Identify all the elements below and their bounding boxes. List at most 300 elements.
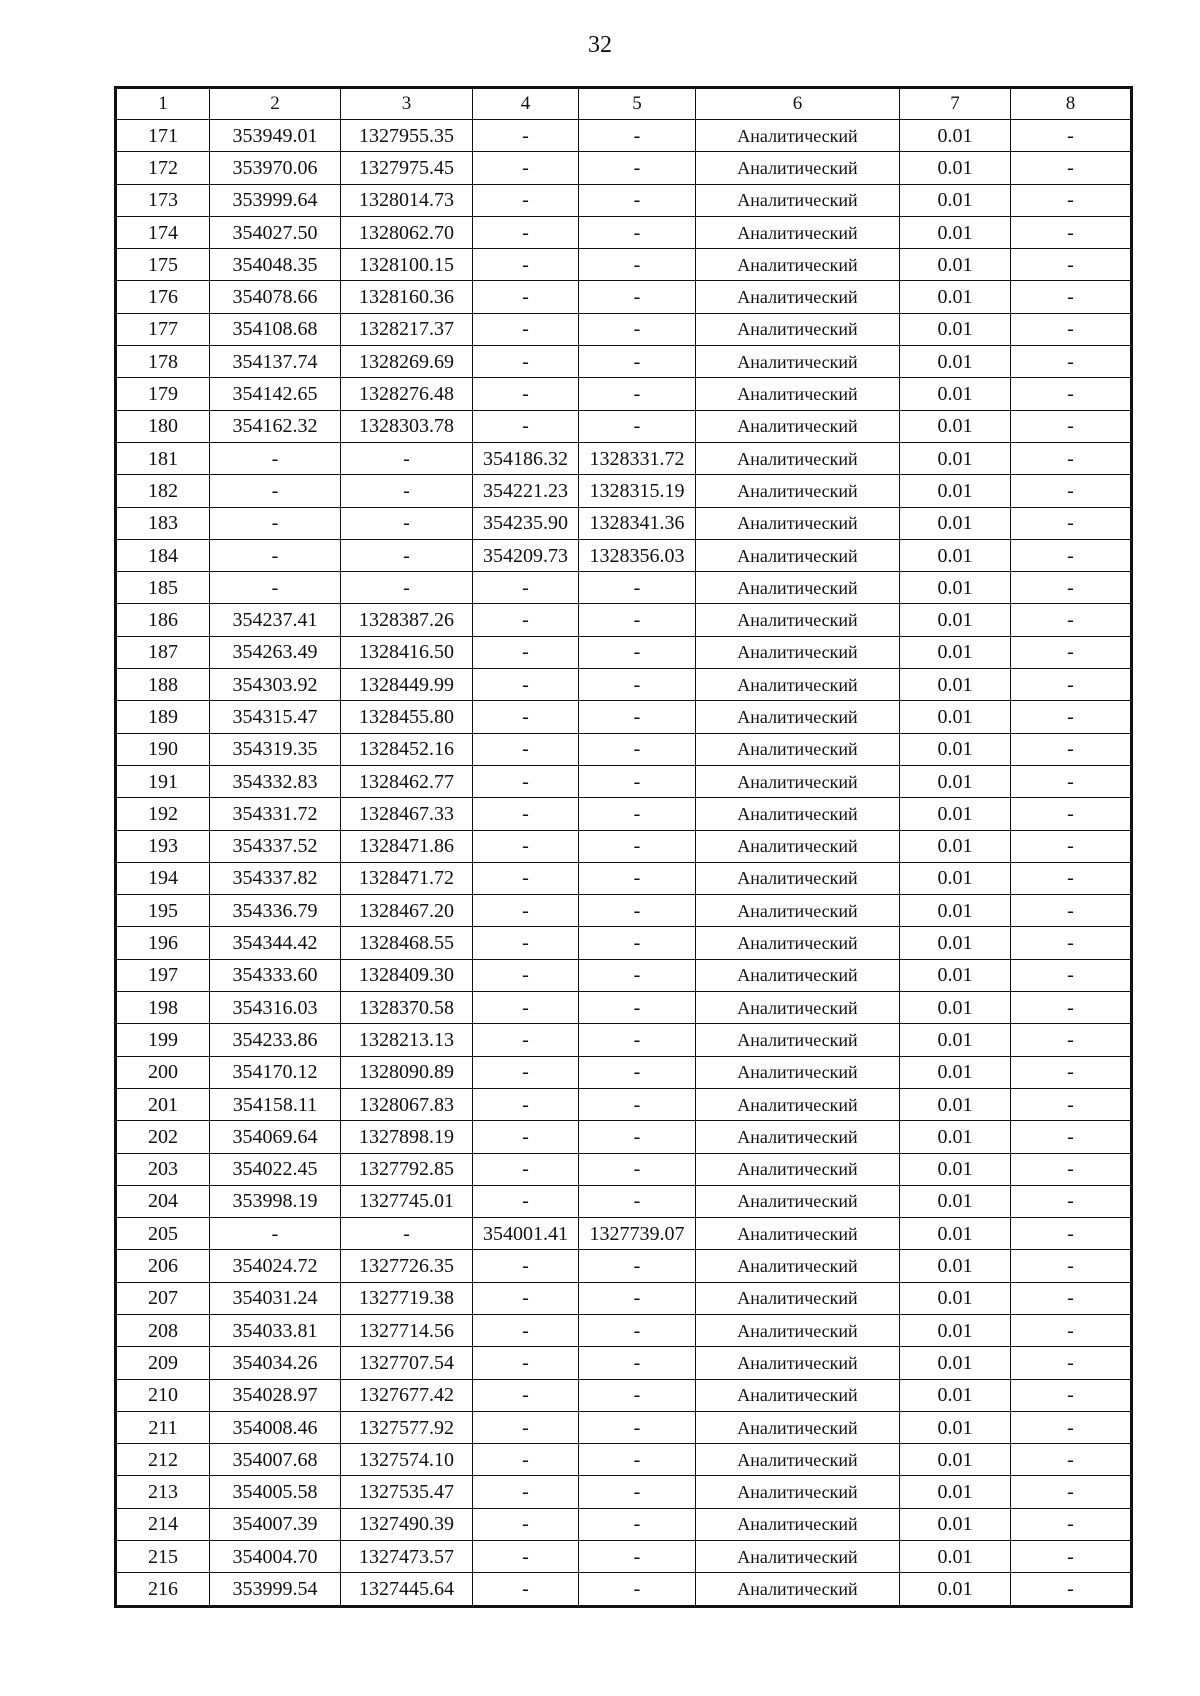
- note-cell: -: [1011, 1056, 1132, 1088]
- point-number-cell: 174: [116, 216, 210, 248]
- method-cell: Аналитический: [696, 1024, 900, 1056]
- point-number-cell: 181: [116, 442, 210, 474]
- coord-y-new-cell: -: [579, 701, 696, 733]
- coord-y-new-cell: -: [579, 1541, 696, 1573]
- accuracy-cell: 0.01: [900, 475, 1011, 507]
- method-cell: Аналитический: [696, 830, 900, 862]
- coord-x-cell: 354233.86: [210, 1024, 341, 1056]
- accuracy-cell: 0.01: [900, 733, 1011, 765]
- coord-x-new-cell: -: [473, 1379, 579, 1411]
- coord-y-new-cell: -: [579, 313, 696, 345]
- table-row: [116, 636, 1132, 668]
- method-cell: Аналитический: [696, 1153, 900, 1185]
- accuracy-cell: 0.01: [900, 1153, 1011, 1185]
- point-number-cell: 189: [116, 701, 210, 733]
- note-cell: -: [1011, 669, 1132, 701]
- method-cell: Аналитический: [696, 895, 900, 927]
- coord-y-cell: 1328100.15: [341, 249, 473, 281]
- coord-x-new-cell: -: [473, 1282, 579, 1314]
- table-row: [116, 895, 1132, 927]
- coord-y-cell: 1327677.42: [341, 1379, 473, 1411]
- accuracy-cell: 0.01: [900, 669, 1011, 701]
- accuracy-cell: 0.01: [900, 1024, 1011, 1056]
- coord-y-new-cell: -: [579, 1379, 696, 1411]
- coord-y-cell: 1327577.92: [341, 1411, 473, 1443]
- coord-y-new-cell: -: [579, 1476, 696, 1508]
- method-cell: Аналитический: [696, 572, 900, 604]
- table-row: [116, 1250, 1132, 1282]
- coord-y-new-cell: -: [579, 1411, 696, 1443]
- table-row: [116, 1314, 1132, 1346]
- method-cell: Аналитический: [696, 1541, 900, 1573]
- coord-y-cell: 1328213.13: [341, 1024, 473, 1056]
- point-number-cell: 176: [116, 281, 210, 313]
- coord-y-cell: 1327490.39: [341, 1508, 473, 1540]
- coord-x-cell: 353970.06: [210, 152, 341, 184]
- coord-y-cell: 1327898.19: [341, 1121, 473, 1153]
- accuracy-cell: 0.01: [900, 1088, 1011, 1120]
- table-row: [116, 830, 1132, 862]
- coord-y-new-cell: -: [579, 927, 696, 959]
- coord-y-cell: 1328455.80: [341, 701, 473, 733]
- coord-y-cell: 1327975.45: [341, 152, 473, 184]
- coord-x-new-cell: -: [473, 572, 579, 604]
- table-row: [116, 1185, 1132, 1217]
- accuracy-cell: 0.01: [900, 862, 1011, 894]
- accuracy-cell: 0.01: [900, 216, 1011, 248]
- accuracy-cell: 0.01: [900, 152, 1011, 184]
- table-row: [116, 442, 1132, 474]
- method-cell: Аналитический: [696, 669, 900, 701]
- coord-x-new-cell: -: [473, 152, 579, 184]
- coord-y-cell: 1327535.47: [341, 1476, 473, 1508]
- coord-y-new-cell: -: [579, 1056, 696, 1088]
- coord-x-cell: 353999.54: [210, 1573, 341, 1606]
- page-number: 32: [588, 32, 612, 58]
- coord-y-new-cell: -: [579, 798, 696, 830]
- coord-x-cell: 354263.49: [210, 636, 341, 668]
- accuracy-cell: 0.01: [900, 1282, 1011, 1314]
- table-row: [116, 669, 1132, 701]
- accuracy-cell: 0.01: [900, 346, 1011, 378]
- coord-y-cell: -: [341, 442, 473, 474]
- note-cell: -: [1011, 1508, 1132, 1540]
- note-cell: -: [1011, 507, 1132, 539]
- coord-y-cell: -: [341, 1218, 473, 1250]
- point-number-cell: 185: [116, 572, 210, 604]
- accuracy-cell: 0.01: [900, 1541, 1011, 1573]
- coord-x-cell: 353998.19: [210, 1185, 341, 1217]
- note-cell: -: [1011, 862, 1132, 894]
- coord-x-cell: -: [210, 572, 341, 604]
- coordinates-table: [114, 86, 1133, 1608]
- table-row: [116, 184, 1132, 216]
- coord-y-cell: 1327714.56: [341, 1314, 473, 1346]
- coord-x-new-cell: -: [473, 1411, 579, 1443]
- note-cell: -: [1011, 1347, 1132, 1379]
- coord-x-new-cell: -: [473, 249, 579, 281]
- coord-y-cell: 1327707.54: [341, 1347, 473, 1379]
- point-number-cell: 208: [116, 1314, 210, 1346]
- method-cell: Аналитический: [696, 1282, 900, 1314]
- method-cell: Аналитический: [696, 216, 900, 248]
- coord-x-new-cell: -: [473, 120, 579, 152]
- coord-y-new-cell: -: [579, 1444, 696, 1476]
- coord-x-cell: 354237.41: [210, 604, 341, 636]
- method-cell: Аналитический: [696, 1088, 900, 1120]
- coord-x-cell: 354078.66: [210, 281, 341, 313]
- method-cell: Аналитический: [696, 701, 900, 733]
- point-number-cell: 205: [116, 1218, 210, 1250]
- coord-x-cell: 354315.47: [210, 701, 341, 733]
- point-number-cell: 188: [116, 669, 210, 701]
- point-number-cell: 178: [116, 346, 210, 378]
- coord-x-cell: -: [210, 475, 341, 507]
- note-cell: -: [1011, 1088, 1132, 1120]
- point-number-cell: 200: [116, 1056, 210, 1088]
- table-row: [116, 1153, 1132, 1185]
- coord-y-new-cell: -: [579, 895, 696, 927]
- note-cell: -: [1011, 1476, 1132, 1508]
- coord-x-cell: 354034.26: [210, 1347, 341, 1379]
- coord-x-new-cell: -: [473, 1056, 579, 1088]
- point-number-cell: 197: [116, 959, 210, 991]
- point-number-cell: 173: [116, 184, 210, 216]
- table-row: [116, 120, 1132, 152]
- point-number-cell: 198: [116, 992, 210, 1024]
- table-row: [116, 346, 1132, 378]
- coord-y-new-cell: -: [579, 249, 696, 281]
- point-number-cell: 190: [116, 733, 210, 765]
- table-row: [116, 927, 1132, 959]
- table-row: [116, 475, 1132, 507]
- coord-y-cell: -: [341, 475, 473, 507]
- coord-y-cell: -: [341, 539, 473, 571]
- note-cell: -: [1011, 733, 1132, 765]
- column-header: 4: [473, 88, 579, 120]
- note-cell: -: [1011, 895, 1132, 927]
- coord-y-cell: 1328471.86: [341, 830, 473, 862]
- coord-y-new-cell: -: [579, 120, 696, 152]
- point-number-cell: 180: [116, 410, 210, 442]
- coord-x-cell: 354137.74: [210, 346, 341, 378]
- method-cell: Аналитический: [696, 539, 900, 571]
- coord-x-cell: 354007.39: [210, 1508, 341, 1540]
- point-number-cell: 175: [116, 249, 210, 281]
- column-header: 6: [696, 88, 900, 120]
- accuracy-cell: 0.01: [900, 1411, 1011, 1443]
- table-row: [116, 1218, 1132, 1250]
- accuracy-cell: 0.01: [900, 959, 1011, 991]
- coord-x-new-cell: -: [473, 1024, 579, 1056]
- point-number-cell: 191: [116, 765, 210, 797]
- coord-x-new-cell: -: [473, 1347, 579, 1379]
- coord-x-cell: 354005.58: [210, 1476, 341, 1508]
- note-cell: -: [1011, 830, 1132, 862]
- coord-x-cell: -: [210, 507, 341, 539]
- method-cell: Аналитический: [696, 442, 900, 474]
- coord-y-new-cell: 1327739.07: [579, 1218, 696, 1250]
- point-number-cell: 193: [116, 830, 210, 862]
- accuracy-cell: 0.01: [900, 895, 1011, 927]
- method-cell: Аналитический: [696, 410, 900, 442]
- note-cell: -: [1011, 1121, 1132, 1153]
- point-number-cell: 195: [116, 895, 210, 927]
- coord-y-cell: 1327792.85: [341, 1153, 473, 1185]
- coord-y-new-cell: -: [579, 1573, 696, 1606]
- method-cell: Аналитический: [696, 475, 900, 507]
- table-row: [116, 1444, 1132, 1476]
- coord-x-new-cell: -: [473, 701, 579, 733]
- coord-y-cell: 1328471.72: [341, 862, 473, 894]
- column-header: 7: [900, 88, 1011, 120]
- table-row: [116, 313, 1132, 345]
- column-header: 8: [1011, 88, 1132, 120]
- table-row: [116, 249, 1132, 281]
- point-number-cell: 172: [116, 152, 210, 184]
- coord-x-cell: 354004.70: [210, 1541, 341, 1573]
- coord-x-new-cell: -: [473, 862, 579, 894]
- coord-x-cell: 353999.64: [210, 184, 341, 216]
- column-header: 5: [579, 88, 696, 120]
- table-row: [116, 798, 1132, 830]
- table-row: [116, 378, 1132, 410]
- coord-y-new-cell: -: [579, 1508, 696, 1540]
- table-row: [116, 1508, 1132, 1540]
- accuracy-cell: 0.01: [900, 539, 1011, 571]
- note-cell: -: [1011, 442, 1132, 474]
- coord-x-new-cell: -: [473, 1444, 579, 1476]
- coord-y-cell: 1327726.35: [341, 1250, 473, 1282]
- note-cell: -: [1011, 184, 1132, 216]
- coord-y-cell: 1328409.30: [341, 959, 473, 991]
- table-row: [116, 1476, 1132, 1508]
- note-cell: -: [1011, 281, 1132, 313]
- method-cell: Аналитический: [696, 1508, 900, 1540]
- point-number-cell: 210: [116, 1379, 210, 1411]
- table-row: [116, 1088, 1132, 1120]
- table-row: [116, 1347, 1132, 1379]
- coord-y-cell: 1327574.10: [341, 1444, 473, 1476]
- point-number-cell: 184: [116, 539, 210, 571]
- method-cell: Аналитический: [696, 604, 900, 636]
- coord-x-cell: 354007.68: [210, 1444, 341, 1476]
- method-cell: Аналитический: [696, 1056, 900, 1088]
- note-cell: -: [1011, 1573, 1132, 1606]
- coord-y-new-cell: 1328341.36: [579, 507, 696, 539]
- table-row: [116, 281, 1132, 313]
- method-cell: Аналитический: [696, 1379, 900, 1411]
- coord-y-new-cell: -: [579, 992, 696, 1024]
- method-cell: Аналитический: [696, 1218, 900, 1250]
- coord-y-new-cell: -: [579, 216, 696, 248]
- note-cell: -: [1011, 313, 1132, 345]
- coord-y-new-cell: -: [579, 1185, 696, 1217]
- accuracy-cell: 0.01: [900, 410, 1011, 442]
- method-cell: Аналитический: [696, 1250, 900, 1282]
- coord-y-new-cell: -: [579, 830, 696, 862]
- coord-x-new-cell: -: [473, 1541, 579, 1573]
- point-number-cell: 171: [116, 120, 210, 152]
- coord-x-cell: 354108.68: [210, 313, 341, 345]
- coord-x-cell: 354333.60: [210, 959, 341, 991]
- table-row: [116, 1573, 1132, 1606]
- note-cell: -: [1011, 1153, 1132, 1185]
- point-number-cell: 209: [116, 1347, 210, 1379]
- note-cell: -: [1011, 636, 1132, 668]
- coord-x-new-cell: -: [473, 830, 579, 862]
- point-number-cell: 213: [116, 1476, 210, 1508]
- coord-x-new-cell: -: [473, 992, 579, 1024]
- coord-y-new-cell: -: [579, 410, 696, 442]
- accuracy-cell: 0.01: [900, 992, 1011, 1024]
- coord-x-cell: 354319.35: [210, 733, 341, 765]
- note-cell: -: [1011, 1379, 1132, 1411]
- coord-x-new-cell: -: [473, 927, 579, 959]
- coord-x-cell: 354031.24: [210, 1282, 341, 1314]
- note-cell: -: [1011, 249, 1132, 281]
- coord-y-cell: -: [341, 572, 473, 604]
- method-cell: Аналитический: [696, 733, 900, 765]
- coord-x-cell: 354028.97: [210, 1379, 341, 1411]
- method-cell: Аналитический: [696, 1411, 900, 1443]
- method-cell: Аналитический: [696, 1185, 900, 1217]
- coord-x-cell: 354069.64: [210, 1121, 341, 1153]
- accuracy-cell: 0.01: [900, 120, 1011, 152]
- accuracy-cell: 0.01: [900, 507, 1011, 539]
- coord-x-new-cell: -: [473, 1185, 579, 1217]
- accuracy-cell: 0.01: [900, 1573, 1011, 1606]
- table-row: [116, 1282, 1132, 1314]
- accuracy-cell: 0.01: [900, 442, 1011, 474]
- coord-y-new-cell: 1328331.72: [579, 442, 696, 474]
- coord-x-cell: 353949.01: [210, 120, 341, 152]
- coord-y-new-cell: -: [579, 1250, 696, 1282]
- table-row: [116, 1411, 1132, 1443]
- coord-x-new-cell: -: [473, 1088, 579, 1120]
- coord-x-new-cell: -: [473, 184, 579, 216]
- note-cell: -: [1011, 475, 1132, 507]
- coord-x-new-cell: 354001.41: [473, 1218, 579, 1250]
- coord-y-cell: 1327955.35: [341, 120, 473, 152]
- note-cell: -: [1011, 798, 1132, 830]
- coord-x-cell: 354033.81: [210, 1314, 341, 1346]
- point-number-cell: 203: [116, 1153, 210, 1185]
- coord-x-cell: 354344.42: [210, 927, 341, 959]
- point-number-cell: 202: [116, 1121, 210, 1153]
- method-cell: Аналитический: [696, 346, 900, 378]
- coord-y-cell: 1327473.57: [341, 1541, 473, 1573]
- coord-y-cell: 1328467.33: [341, 798, 473, 830]
- coord-x-cell: 354024.72: [210, 1250, 341, 1282]
- column-header: 1: [116, 88, 210, 120]
- coord-y-new-cell: -: [579, 1153, 696, 1185]
- coord-x-new-cell: -: [473, 378, 579, 410]
- table-body: [116, 88, 1132, 1607]
- coord-x-new-cell: -: [473, 346, 579, 378]
- coord-x-new-cell: -: [473, 281, 579, 313]
- coord-x-cell: -: [210, 539, 341, 571]
- note-cell: -: [1011, 120, 1132, 152]
- accuracy-cell: 0.01: [900, 1314, 1011, 1346]
- coord-x-new-cell: -: [473, 1508, 579, 1540]
- coord-y-cell: 1328462.77: [341, 765, 473, 797]
- coord-y-cell: 1328067.83: [341, 1088, 473, 1120]
- method-cell: Аналитический: [696, 313, 900, 345]
- coord-y-cell: 1328452.16: [341, 733, 473, 765]
- table-row: [116, 701, 1132, 733]
- coord-x-new-cell: -: [473, 733, 579, 765]
- coord-y-new-cell: -: [579, 765, 696, 797]
- method-cell: Аналитический: [696, 184, 900, 216]
- coord-y-cell: 1328160.36: [341, 281, 473, 313]
- accuracy-cell: 0.01: [900, 765, 1011, 797]
- accuracy-cell: 0.01: [900, 927, 1011, 959]
- coord-x-cell: 354158.11: [210, 1088, 341, 1120]
- table-row: [116, 959, 1132, 991]
- accuracy-cell: 0.01: [900, 636, 1011, 668]
- method-cell: Аналитический: [696, 1314, 900, 1346]
- accuracy-cell: 0.01: [900, 798, 1011, 830]
- accuracy-cell: 0.01: [900, 830, 1011, 862]
- note-cell: -: [1011, 992, 1132, 1024]
- table-row: [116, 152, 1132, 184]
- coord-x-cell: 354027.50: [210, 216, 341, 248]
- method-cell: Аналитический: [696, 765, 900, 797]
- note-cell: -: [1011, 1282, 1132, 1314]
- point-number-cell: 194: [116, 862, 210, 894]
- coord-x-cell: 354337.82: [210, 862, 341, 894]
- coord-x-cell: 354337.52: [210, 830, 341, 862]
- coord-y-cell: 1327445.64: [341, 1573, 473, 1606]
- method-cell: Аналитический: [696, 1573, 900, 1606]
- accuracy-cell: 0.01: [900, 281, 1011, 313]
- method-cell: Аналитический: [696, 1476, 900, 1508]
- point-number-cell: 199: [116, 1024, 210, 1056]
- coord-x-cell: 354316.03: [210, 992, 341, 1024]
- coord-x-cell: 354331.72: [210, 798, 341, 830]
- coord-x-cell: 354022.45: [210, 1153, 341, 1185]
- accuracy-cell: 0.01: [900, 1185, 1011, 1217]
- coord-x-new-cell: -: [473, 636, 579, 668]
- coord-y-cell: -: [341, 507, 473, 539]
- point-number-cell: 207: [116, 1282, 210, 1314]
- accuracy-cell: 0.01: [900, 1379, 1011, 1411]
- coord-x-new-cell: -: [473, 765, 579, 797]
- note-cell: -: [1011, 1185, 1132, 1217]
- method-cell: Аналитический: [696, 378, 900, 410]
- method-cell: Аналитический: [696, 1121, 900, 1153]
- accuracy-cell: 0.01: [900, 1056, 1011, 1088]
- coord-y-cell: 1328090.89: [341, 1056, 473, 1088]
- coord-y-new-cell: -: [579, 862, 696, 894]
- accuracy-cell: 0.01: [900, 249, 1011, 281]
- coord-x-cell: -: [210, 1218, 341, 1250]
- coord-x-cell: 354162.32: [210, 410, 341, 442]
- coord-x-cell: 354008.46: [210, 1411, 341, 1443]
- coord-y-cell: 1328468.55: [341, 927, 473, 959]
- note-cell: -: [1011, 539, 1132, 571]
- method-cell: Аналитический: [696, 120, 900, 152]
- coord-x-new-cell: -: [473, 895, 579, 927]
- coord-y-new-cell: -: [579, 1121, 696, 1153]
- note-cell: -: [1011, 701, 1132, 733]
- table-header-row: [116, 88, 1132, 120]
- note-cell: -: [1011, 1024, 1132, 1056]
- method-cell: Аналитический: [696, 249, 900, 281]
- table-row: [116, 992, 1132, 1024]
- coord-x-new-cell: 354209.73: [473, 539, 579, 571]
